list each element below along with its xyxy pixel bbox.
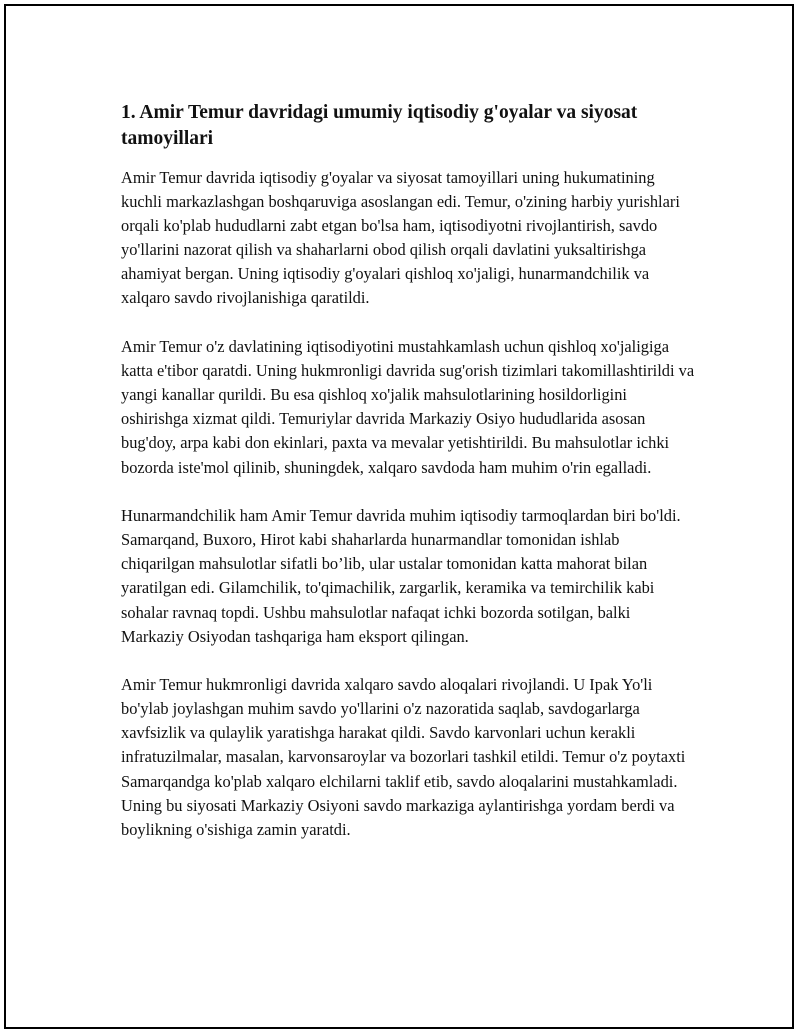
paragraph-2: Amir Temur o'z davlatining iqtisodiyotini mustahkamlash uchun qishloq xo'jaligiga katta e'tibor qaratdi. Uning hukmronligi davrida sug'orish tizimlari takomillashtirildi va yangi kanallar qurildi. Bu esa qishloq xo'jalik mahsulotlarining hosildorligini oshirishga xizmat qildi. Temuriylar davrida Markaziy Osiyo hududlarida asosan bug'doy, arpa kabi don ekinlari, paxta va mevalar yetishtirildi. Bu mahsulotlar ichki bozorda iste'mol qilinib, shuningdek, xalqaro savdoda ham muhim o'rin egalladi. <box>121 337 695 477</box>
section-heading: 1. Amir Temur davridagi umumiy iqtisodiy g'oyalar va siyosat tamoyillari <box>121 102 638 149</box>
paragraph-1: Amir Temur davrida iqtisodiy g'oyalar va siyosat tamoyillari uning hukumatining kuchli markazlashgan boshqaruviga asoslangan edi. Temur, o'zining harbiy yurishlari orqali ko'plab hududlarni zabt etgan bo'lsa ham, iqtisodiyotni rivojlantirish, savdo yo'llarini nazorat qilish va shaharlarni obod qilish orqali davlatini yuksaltirishga ahamiyat bergan. Uning iqtisodiy g'oyalari qishloq xo'jaligi, hunarmandchilik va xalqaro savdo rivojlanishiga qaratildi. <box>121 168 680 308</box>
document-body <box>121 100 696 866</box>
page-frame <box>4 4 794 1029</box>
paragraph-4: Amir Temur hukmronligi davrida xalqaro savdo aloqalari rivojlandi. U Ipak Yo'li bo'ylab joylashgan muhim savdo yo'llarini o'z nazoratida saqlab, savdogarlarga xavfsizlik va qulaylik yaratishga harakat qildi. Savdo karvonlari uchun kerakli infratuzilmalar, masalan, karvonsaroylar va bozorlari tashkil etildi. Temur o'z poytaxti Samarqandga ko'plab xalqaro elchilarni taklif etib, savdo aloqalarini mustahkamladi. Uning bu siyosati Markaziy Osiyoni savdo markaziga aylantirishga yordam berdi va boylikning o'sishiga zamin yaratdi. <box>121 675 686 839</box>
paragraph-3: Hunarmandchilik ham Amir Temur davrida muhim iqtisodiy tarmoqlardan biri bo'ldi. Samarqand, Buxoro, Hirot kabi shaharlarda hunarmandlar tomonidan ishlab chiqarilgan mahsulotlar sifatli bo’lib, ular ustalar tomonidan katta mahorat bilan yaratilgan edi. Gilamchilik, to'qimachilik, zargarlik, keramika va temirchilik kabi sohalar ravnaq topdi. Ushbu mahsulotlar nafaqat ichki bozorda sotilgan, balki Markaziy Osiyodan tashqariga ham eksport qilingan. <box>121 506 681 646</box>
